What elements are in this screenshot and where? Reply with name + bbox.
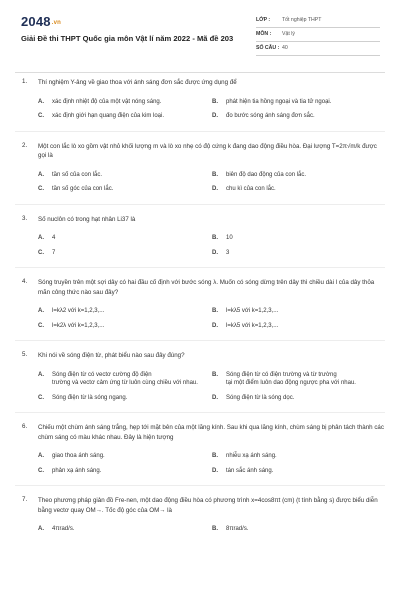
answer-option[interactable] — [212, 452, 386, 461]
answer-option[interactable] — [212, 98, 386, 107]
answer-option[interactable] — [38, 171, 212, 180]
option-text: trường và vectơ cảm ứng từ luôn cùng chiều với nhau. — [52, 380, 198, 386]
option-letter: C. — [38, 467, 44, 474]
option-letter: C. — [38, 249, 44, 256]
header-divider — [15, 72, 385, 73]
option-letter: B. — [212, 98, 218, 105]
meta-row-class — [256, 14, 380, 28]
answer-options — [38, 371, 386, 403]
option-text: 10 — [226, 235, 233, 241]
question-text: Sóng truyền trên một sợi dây có hai đầu cố định với bước sóng λ. Muốn có sóng dừng trên dây thì chiều dài l của dây thỏa mãn công thức nào sau đây? — [38, 279, 375, 296]
question-list — [0, 78, 400, 544]
option-letter: A. — [38, 371, 44, 378]
answer-options — [38, 525, 386, 534]
answer-option[interactable] — [38, 185, 212, 194]
answer-option[interactable] — [38, 452, 212, 461]
option-letter: B. — [212, 526, 218, 532]
question-number: 7. — [22, 496, 28, 503]
option-text: l=k2λ với k=1,2,3,... — [52, 322, 105, 329]
question-item — [0, 496, 400, 534]
option-letter: D. — [212, 249, 218, 256]
option-letter: A. — [38, 308, 44, 314]
question-number: 2. — [22, 141, 28, 149]
option-text: nhiễu xạ ánh sáng. — [226, 453, 277, 459]
logo-text: 2048 — [21, 14, 51, 29]
answer-option[interactable] — [212, 249, 386, 258]
option-text: đo bước sóng ánh sáng đơn sắc. — [226, 113, 315, 119]
option-text: tại một điểm luôn dao động ngược pha với nhau. — [226, 380, 356, 386]
option-letter: B. — [212, 235, 218, 241]
option-letter: A. — [38, 526, 44, 532]
question-text: Số nuclôn có trong hạt nhân Li37 là — [38, 215, 136, 223]
meta-row-count — [256, 42, 380, 56]
answer-option[interactable] — [212, 171, 386, 180]
option-letter: D. — [212, 322, 218, 329]
question-number: 5. — [22, 351, 28, 358]
question-number: 6. — [22, 423, 28, 430]
option-letter: B. — [212, 171, 218, 178]
meta-value: Tốt nghiệp THPT — [282, 17, 322, 23]
answer-option[interactable] — [38, 394, 212, 403]
option-text: 4 — [52, 235, 56, 241]
document-title: Giải Đề thi THPT Quốc gia môn Vật lí năm 2022 - Mã đề 203 — [21, 34, 234, 43]
option-text: xác định giới hạn quang điện của kim loại. — [52, 113, 165, 119]
option-text: 3 — [226, 249, 230, 256]
option-text: tần số góc của con lắc. — [52, 186, 114, 192]
answer-option[interactable] — [38, 322, 212, 331]
option-text: l=kλ5 với k=1,2,3,... — [226, 322, 279, 329]
option-text: phản xạ ánh sáng. — [52, 467, 102, 474]
answer-option[interactable] — [212, 307, 386, 316]
document-meta — [256, 14, 380, 56]
answer-options — [38, 307, 386, 330]
meta-key: LỚP : — [256, 17, 271, 23]
option-text: 4πrad/s. — [52, 526, 75, 532]
meta-value: 40 — [282, 45, 288, 51]
meta-value: Vật lý — [282, 31, 295, 37]
question-text: Chiếu một chùm ánh sáng trắng, hẹp tới mặt bên của một lăng kính. Sau khi qua lăng kính, chùm sáng bị phân tách thành các chùm sáng có màu khác nhau. Đây là hiện tượng — [38, 424, 384, 441]
option-letter: A. — [38, 171, 44, 178]
answer-option[interactable] — [212, 394, 386, 403]
option-letter: B. — [212, 371, 218, 378]
answer-option[interactable] — [38, 467, 212, 476]
option-text: 7 — [52, 249, 56, 256]
question-item — [0, 78, 400, 121]
question-separator — [15, 267, 385, 268]
answer-option[interactable] — [212, 467, 386, 476]
option-letter: A. — [38, 453, 44, 459]
option-text: tần số của con lắc. — [52, 171, 103, 178]
option-letter: D. — [212, 113, 218, 119]
answer-options — [38, 171, 386, 194]
meta-row-subject — [256, 28, 380, 42]
question-text: Theo phương pháp giản đồ Fre-nen, một dao động điều hòa có phương trình x=4cos8πt (cm) (t tính bằng s) được biểu diễn bằng vectơ quay OM→. Tốc độ góc của OM→ là — [38, 497, 378, 514]
answer-option[interactable] — [212, 185, 386, 194]
answer-option[interactable] — [38, 371, 212, 388]
option-text: xác định nhiệt độ của một vật nóng sáng. — [52, 98, 162, 105]
question-item — [0, 351, 400, 402]
answer-option[interactable] — [212, 234, 386, 243]
question-number: 1. — [22, 78, 28, 85]
option-text: 8πrad/s. — [226, 526, 249, 532]
question-separator — [15, 131, 385, 132]
option-letter: D. — [212, 394, 218, 401]
option-text-line: Sóng điện từ có điện trường và từ trường — [226, 371, 337, 378]
question-separator — [15, 485, 385, 486]
site-logo[interactable] — [21, 14, 61, 29]
question-item — [0, 423, 400, 475]
answer-option[interactable] — [212, 525, 386, 534]
option-text: biên độ dao động của con lắc. — [226, 171, 307, 178]
question-text: Một con lắc lò xo gồm vật nhỏ khối lượng m và lò xo nhẹ có độ cứng k đang dao động điều hòa. Đại lượng T=2π√m/k được gọi là — [38, 142, 377, 159]
answer-options — [38, 452, 386, 475]
option-text-line: Sóng điện từ có vectơ cường độ điện — [52, 371, 152, 378]
option-text: giao thoa ánh sáng. — [52, 453, 105, 459]
meta-key: MÔN : — [256, 31, 272, 37]
option-text: Sóng điện từ là sóng dọc. — [226, 394, 295, 401]
answer-option[interactable] — [38, 234, 212, 243]
answer-option[interactable] — [38, 112, 212, 121]
option-text: l=kλ5 với k=1,2,3,... — [226, 308, 279, 314]
option-letter: D. — [212, 186, 218, 192]
option-text: Sóng điện từ là sóng ngang. — [52, 394, 128, 401]
question-item — [0, 278, 400, 330]
option-letter: C. — [38, 322, 44, 329]
question-number: 3. — [22, 214, 28, 222]
option-text: tán sắc ánh sáng. — [226, 467, 274, 474]
answer-options — [38, 234, 386, 257]
question-item — [0, 142, 400, 194]
option-letter: C. — [38, 113, 44, 119]
answer-option[interactable] — [38, 307, 212, 316]
option-letter: C. — [38, 186, 44, 192]
page-header — [0, 0, 400, 72]
option-letter: A. — [38, 235, 44, 241]
question-text: Thí nghiệm Y-âng về giao thoa với ánh sáng đơn sắc được ứng dụng để — [38, 79, 237, 86]
answer-option[interactable] — [38, 525, 212, 534]
option-letter: B. — [212, 453, 218, 459]
answer-option[interactable] — [212, 112, 386, 121]
answer-option[interactable] — [38, 249, 212, 258]
logo-suffix: .vn — [51, 20, 62, 26]
option-text: phát hiện tia hồng ngoại và tia tử ngoại. — [226, 98, 332, 105]
option-letter: D. — [212, 467, 218, 474]
option-text: l=kλ2 với k=1,2,3,... — [52, 308, 105, 314]
question-separator — [15, 204, 385, 205]
answer-options — [38, 98, 386, 121]
answer-option[interactable] — [212, 371, 386, 388]
question-text: Khi nói về sóng điện từ, phát biểu nào sau đây đúng? — [38, 352, 185, 359]
question-separator — [15, 340, 385, 341]
option-letter: B. — [212, 308, 218, 314]
answer-option[interactable] — [212, 322, 386, 331]
answer-option[interactable] — [38, 98, 212, 107]
option-text: chu kì của con lắc. — [226, 186, 276, 192]
question-number: 4. — [22, 278, 28, 285]
question-separator — [15, 412, 385, 413]
question-item — [0, 215, 400, 258]
option-letter: A. — [38, 98, 44, 105]
option-letter: C. — [38, 394, 44, 401]
meta-key: SỐ CÂU : — [256, 45, 280, 51]
